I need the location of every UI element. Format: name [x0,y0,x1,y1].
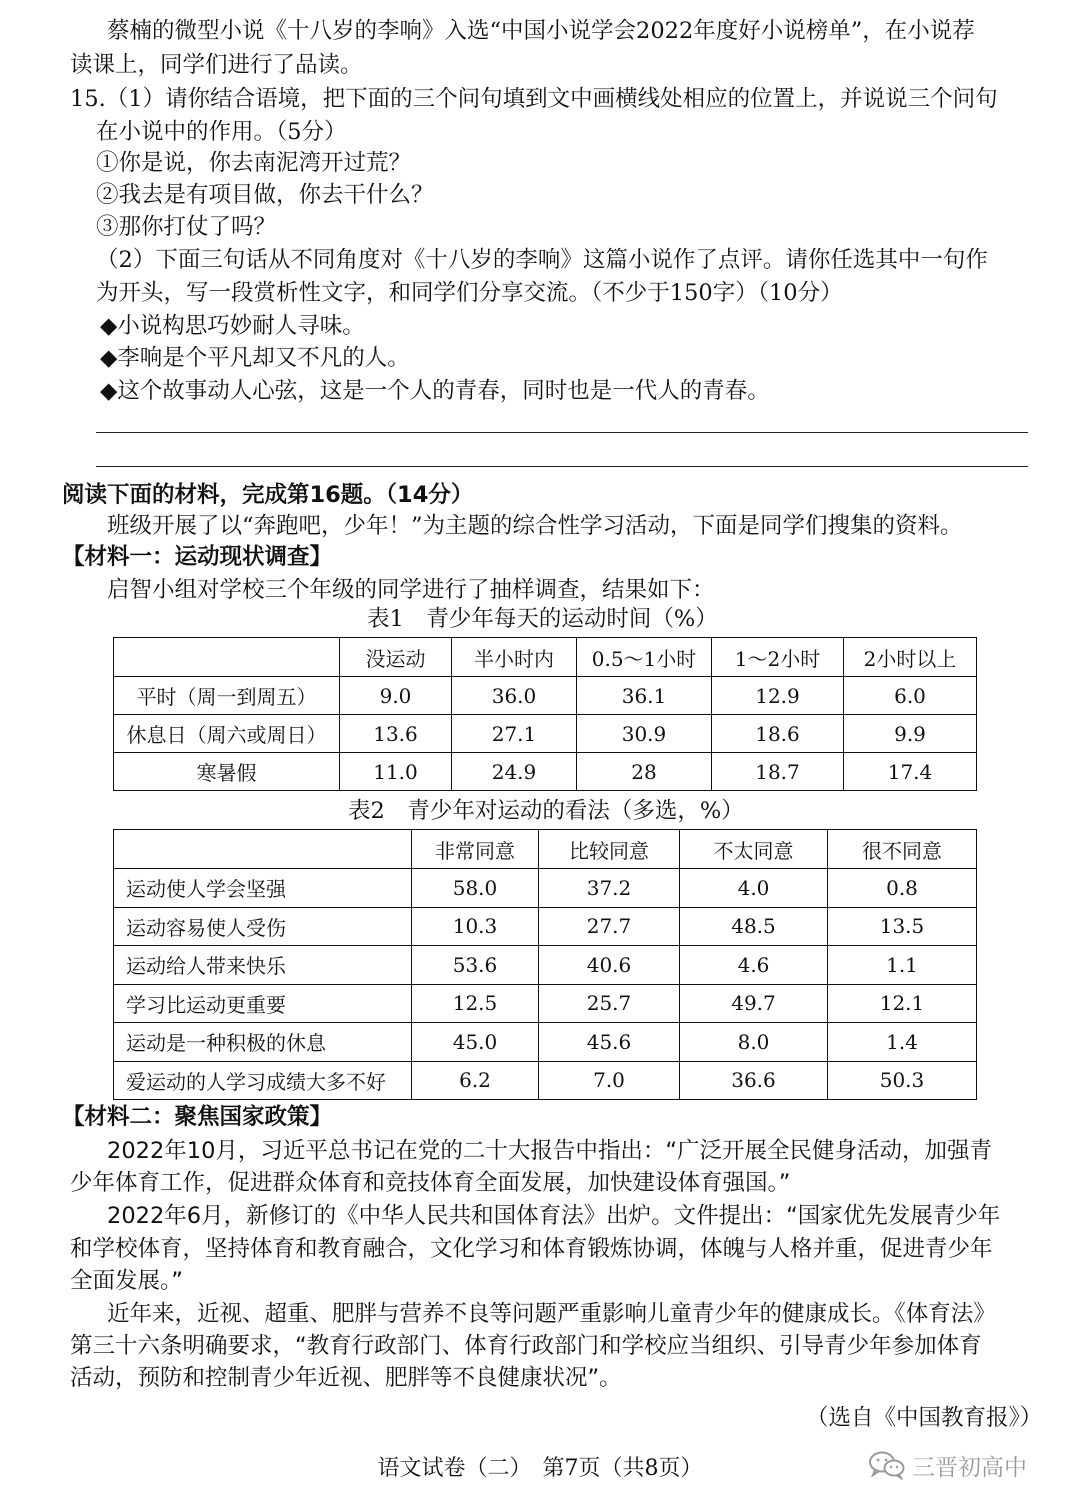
table1-row [114,753,977,791]
table1-header-cell [114,638,340,677]
q15-part2-line-1: （2）下面三句话从不同角度对《十八岁的李响》这篇小说作了点评。请你任选其中一句作 [96,247,988,273]
table2-header-cell: 非常同意 [412,830,539,869]
table1-cell: 36.1 [577,677,712,715]
table2-row [114,1023,977,1062]
table1-row-label: 寒暑假 [114,753,340,791]
table2 [113,829,977,1100]
table2-cell: 4.6 [680,946,828,985]
table2-cell: 4.0 [680,869,828,908]
table2-header-cell: 不太同意 [680,830,828,869]
table2-cell: 58.0 [412,869,539,908]
table2-cell: 45.6 [539,1023,680,1062]
table1-header-cell: 半小时内 [452,638,577,677]
material2-title: 【材料二：聚焦国家政策】 [62,1104,333,1130]
table2-caption: 表2 青少年对运动的看法（多选，%） [348,798,744,824]
page-footer: 语文试卷（二） 第7页（共8页） [377,1456,703,1481]
table1-cell: 13.6 [340,715,452,753]
table2-cell: 37.2 [539,869,680,908]
material1-intro: 启智小组对学校三个年级的同学进行了抽样调查，结果如下： [107,577,715,603]
table2-cell: 49.7 [680,984,828,1023]
watermark [868,1448,1027,1482]
table2-row-label: 运动是一种积极的休息 [114,1023,412,1062]
table2-cell: 1.1 [828,946,977,985]
answer-line-2 [96,466,1028,467]
q15-part2-line-2: 为开头，写一段赏析性文字，和同学们分享交流。（不少于150字）（10分） [96,280,843,306]
table1-cell: 18.7 [712,753,844,791]
material2-p1-line-2: 少年体育工作，促进群众体育和竞技体育全面发展，加快建设体育强国。” [70,1170,791,1196]
table2-cell: 36.6 [680,1061,828,1100]
table2-cell: 40.6 [539,946,680,985]
q15-bullet-3: ◆这个故事动人心弦，这是一个人的青春，同时也是一代人的青春。 [100,378,770,404]
table2-row-label: 运动使人学会坚强 [114,869,412,908]
table2-cell: 0.8 [828,869,977,908]
table1-caption: 表1 青少年每天的运动时间（%） [367,606,718,632]
table1-cell: 11.0 [340,753,452,791]
table1-cell: 24.9 [452,753,577,791]
table2-row [114,869,977,908]
table2-row-label: 运动给人带来快乐 [114,946,412,985]
table1-row-label: 平时（周一到周五） [114,677,340,715]
table2-row-label: 学习比运动更重要 [114,984,412,1023]
material2-p2-line-3: 全面发展。” [70,1268,183,1294]
q15-part1-line-1: 15.（1）请你结合语境，把下面的三个问句填到文中画横线处相应的位置上，并说说三个问句 [70,86,998,112]
table2-row [114,1061,977,1100]
table2-cell: 45.0 [412,1023,539,1062]
material1-title: 【材料一：运动现状调查】 [62,544,333,570]
table2-cell: 12.1 [828,984,977,1023]
table1 [113,637,977,791]
table2-cell: 8.0 [680,1023,828,1062]
q16-intro: 班级开展了以“奔跑吧，少年！”为主题的综合性学习活动，下面是同学们搜集的资料。 [107,513,963,539]
table1-header-cell: 没运动 [340,638,452,677]
table2-row-label: 运动容易使人受伤 [114,907,412,946]
table1-row [114,677,977,715]
table2-cell: 50.3 [828,1061,977,1100]
q15-option-2: ②我去是有项目做，你去干什么？ [96,182,434,208]
source-citation: （选自《中国教育报》） [806,1405,1043,1431]
q15-option-1: ①你是说，你去南泥湾开过荒？ [96,150,412,176]
q16-heading: 阅读下面的材料，完成第16题。（14分） [62,482,474,508]
table1-cell: 12.9 [712,677,844,715]
table1-header-cell: 1～2小时 [712,638,844,677]
table1-header-cell: 2小时以上 [844,638,977,677]
table2-cell: 12.5 [412,984,539,1023]
table2-cell: 10.3 [412,907,539,946]
q15-option-3: ③那你打仗了吗？ [96,214,277,240]
table1-cell: 17.4 [844,753,977,791]
table1-cell: 18.6 [712,715,844,753]
table1-row [114,715,977,753]
table1-cell: 28 [577,753,712,791]
table2-cell: 48.5 [680,907,828,946]
table2-cell: 27.7 [539,907,680,946]
table2-cell: 13.5 [828,907,977,946]
table1-cell: 9.0 [340,677,452,715]
story-intro-line-2: 读课上，同学们进行了品读。 [70,52,363,78]
answer-line-1 [96,432,1028,433]
table1-cell: 36.0 [452,677,577,715]
table2-row [114,984,977,1023]
table2-cell: 53.6 [412,946,539,985]
q15-part1-line-2: 在小说中的作用。（5分） [96,119,347,145]
table1-header-cell: 0.5～1小时 [577,638,712,677]
story-intro-line-1: 蔡楠的微型小说《十八岁的李响》入选“中国小说学会2022年度好小说榜单”，在小说荐 [107,18,975,44]
table2-header-cell: 很不同意 [828,830,977,869]
table1-header-row [114,638,977,677]
table1-cell: 9.9 [844,715,977,753]
table2-cell: 6.2 [412,1061,539,1100]
wechat-icon [868,1450,906,1480]
material2-p1-line-1: 2022年10月，习近平总书记在党的二十大报告中指出：“广泛开展全民健身活动，加强青 [107,1138,993,1164]
table2-cell: 7.0 [539,1061,680,1100]
q15-bullet-2: ◆李响是个平凡却又不凡的人。 [100,345,410,371]
table1-cell: 6.0 [844,677,977,715]
material2-p2-line-1: 2022年6月，新修订的《中华人民共和国体育法》出炉。文件提出：“国家优先发展青少年 [107,1203,1001,1229]
table2-header-cell: 比较同意 [539,830,680,869]
q15-bullet-1: ◆小说构思巧妙耐人寻味。 [100,313,365,339]
table2-cell: 1.4 [828,1023,977,1062]
table2-row [114,907,977,946]
material2-p3-line-2: 第三十六条明确要求，“教育行政部门、体育行政部门和学校应当组织、引导青少年参加体育 [70,1333,982,1359]
table1-row-label: 休息日（周六或周日） [114,715,340,753]
table2-header-row [114,830,977,869]
table2-header-cell [114,830,412,869]
material2-p3-line-1: 近年来，近视、超重、肥胖与营养不良等问题严重影响儿童青少年的健康成长。《体育法》 [107,1301,996,1327]
table2-row [114,946,977,985]
table2-row-label: 爱运动的人学习成绩大多不好 [114,1061,412,1100]
watermark-text: 三晋初高中 [912,1454,1027,1481]
table1-cell: 27.1 [452,715,577,753]
material2-p2-line-2: 和学校体育，坚持体育和教育融合，文化学习和体育锻炼协调，体魄与人格并重，促进青少年 [70,1236,993,1262]
table1-cell: 30.9 [577,715,712,753]
material2-p3-line-3: 活动，预防和控制青少年近视、肥胖等不良健康状况”。 [70,1365,622,1391]
table2-cell: 25.7 [539,984,680,1023]
